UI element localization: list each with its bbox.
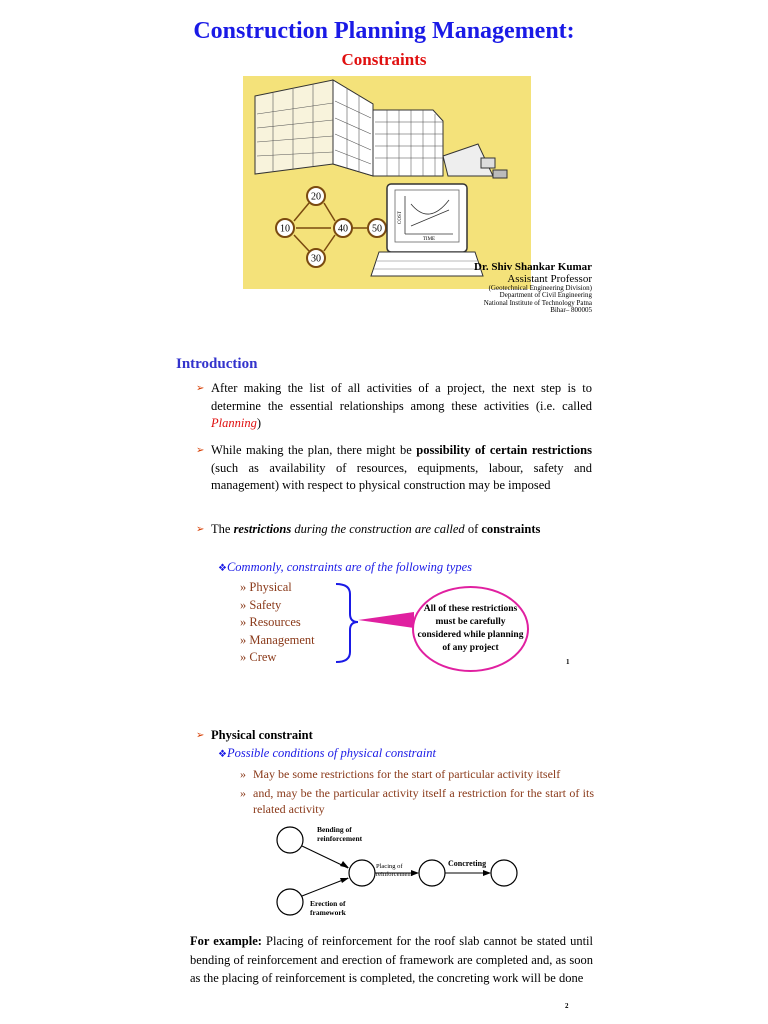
curly-brace-icon <box>336 584 358 662</box>
arrow-bullet-icon: ➢ <box>196 524 205 535</box>
physical-condition-item: » May be some restrictions for the start of particular activity itself <box>240 767 561 781</box>
page-number-2: 2 <box>565 1002 569 1010</box>
intro-bullet-2 <box>196 442 592 495</box>
network-node-40: 40 <box>338 223 348 235</box>
network-node-10: 10 <box>280 223 290 235</box>
constraint-type-item: » Crew <box>240 650 277 664</box>
physical-conditions-heading <box>218 746 436 761</box>
bullet-3-of: of <box>464 522 482 536</box>
constraint-type-item: » Management <box>240 632 315 647</box>
diagram-label-concreting: Concreting <box>448 859 487 868</box>
activity-node <box>349 860 375 886</box>
activity-node <box>277 889 303 915</box>
activity-node <box>491 860 517 886</box>
activity-node <box>419 860 445 886</box>
bullet-2-bold: possibility of certain restrictions <box>416 443 592 457</box>
physical-constraint-heading <box>196 727 592 745</box>
introduction-heading: Introduction <box>176 356 258 372</box>
constraint-type-label: Management <box>249 632 315 647</box>
bullet-2-text: While making the plan, there might be <box>211 443 417 457</box>
constraint-type-label: Crew <box>249 650 277 664</box>
page-subtitle: Constraints <box>341 50 427 69</box>
network-node-50: 50 <box>372 223 382 235</box>
callout-bubble <box>412 586 529 672</box>
bullet-1-text: After making the list of all activities of a project, the next step is to determine the essential relationships among these activities (i.e. called <box>211 381 592 413</box>
physical-conditions-list <box>240 766 594 817</box>
diamond-bullet-icon: ❖ <box>218 749 227 760</box>
constraint-type-label: Resources <box>249 615 301 629</box>
intro-bullet-1 <box>196 380 592 433</box>
constraint-type-item: » Resources <box>240 615 301 629</box>
cover-chart-xlabel: TIME <box>422 237 436 242</box>
bullet-3-the: The <box>211 522 234 536</box>
bullet-3-constraints: constraints <box>481 522 541 536</box>
bullet-3-middle: during the construction are called <box>291 522 465 536</box>
physical-condition-text: and, may be the particular activity itself a restriction for the start of its related activity <box>253 786 594 816</box>
constraint-type-label: Safety <box>249 597 282 612</box>
bullet-3-restrictions: restrictions <box>233 522 292 536</box>
physical-condition-item: » and, may be the particular activity itself a restriction for the start of its related activity <box>240 786 594 816</box>
author-institute: National Institute of Technology Patna <box>483 298 592 307</box>
diagram-label-erection: Erection of framework <box>310 899 346 917</box>
bullet-1-highlight: Planning <box>211 416 257 430</box>
constraint-types-list <box>240 579 315 667</box>
arrow-bullet-icon: ➢ <box>196 445 205 456</box>
intro-bullet-3 <box>196 521 592 539</box>
diamond-bullet-icon: ❖ <box>218 563 227 574</box>
physical-condition-text: May be some restrictions for the start of particular activity itself <box>253 767 561 781</box>
cover-illustration <box>243 76 531 289</box>
cover-chart-ylabel: COST <box>398 211 403 224</box>
physical-conditions-heading-text: Possible conditions of physical constraint <box>226 746 436 760</box>
network-diagram <box>276 187 386 267</box>
author-department: Department of Civil Engineering <box>499 291 592 300</box>
arrow-bullet-icon: ➢ <box>196 730 205 741</box>
arrow-bullet-icon: ➢ <box>196 383 205 394</box>
constraint-types-heading-text: Commonly, constraints are of the following types <box>226 560 472 574</box>
example-label: For example: <box>190 934 262 948</box>
building-illustration <box>255 80 507 178</box>
cover-drawing <box>243 76 531 289</box>
computer-monitor-illustration <box>371 184 483 276</box>
author-name: Dr. Shiv Shankar Kumar <box>474 261 592 273</box>
callout-pointer-icon <box>358 612 414 628</box>
bullet-2-text-end: (such as availability of resources, equipments, labour, safety and management) with respect to physical construction may be imposed <box>211 460 592 492</box>
bullet-1-end: ) <box>256 416 262 430</box>
physical-constraint-heading-text: Physical constraint <box>211 728 313 742</box>
activity-network-diagram <box>270 822 530 922</box>
page-number-1: 1 <box>566 658 570 666</box>
author-block <box>474 262 592 314</box>
constraint-types-heading <box>218 560 472 575</box>
brace-connector <box>330 582 420 664</box>
constraint-type-item: » Safety <box>240 597 282 612</box>
author-division: (Geotechnical Engineering Division) <box>488 284 592 293</box>
example-text: Placing of reinforcement for the roof slab cannot be stated until bending of reinforcement and erection of framework are completed and, as soon as the placing of reinforcement is completed, the concreting work will be done <box>190 934 593 985</box>
network-node-30: 30 <box>311 253 321 265</box>
constraint-type-item: » Physical <box>240 580 292 594</box>
example-paragraph <box>190 932 593 988</box>
author-role: Assistant Professor <box>507 272 592 285</box>
diagram-label-placing: Placing of reinforcement <box>376 863 413 878</box>
constraint-type-label: Physical <box>249 580 292 594</box>
network-node-20: 20 <box>311 191 321 203</box>
diagram-label-bending: Bending of reinforcement <box>317 825 363 843</box>
callout-text: All of these restrictions must be carefully considered while planning of any project <box>417 604 524 653</box>
author-location: Bihar– 800005 <box>550 306 592 315</box>
activity-node <box>277 827 303 853</box>
page-title: Construction Planning Management: <box>193 18 575 44</box>
